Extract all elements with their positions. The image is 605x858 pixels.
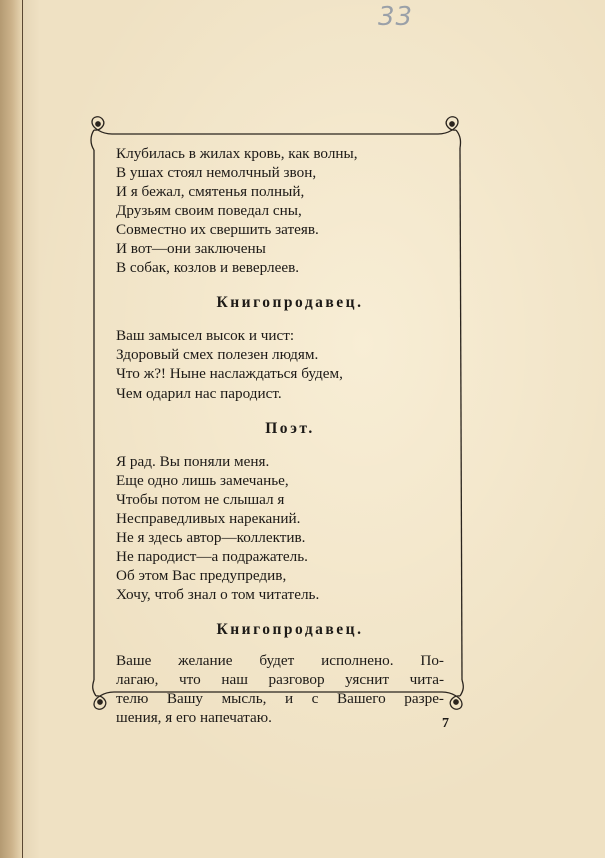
verse-line: И вот—они заключены [116, 240, 266, 258]
handwritten-folio-number: 33 [378, 2, 414, 32]
verse-line: Не пародист—а подражатель. [116, 547, 308, 565]
prose-line: шения, я его напечатаю. [116, 709, 272, 727]
speaker-heading-bookseller: Книгопродавец. [216, 294, 364, 312]
verse-line: Чтобы потом не слышал я [116, 490, 285, 508]
corner-flourish-bottom-right [442, 680, 463, 709]
verse-line: Что ж?! Ныне наслаждаться будем, [116, 365, 343, 383]
prose-line: телю Вашу мысль, и с Вашего разре- [116, 690, 444, 708]
verse-line: Еще одно лишь замечанье, [116, 471, 289, 489]
prose-paragraph [116, 651, 444, 727]
speaker-heading-bookseller-2: Книгопродавец. [216, 620, 364, 638]
page-text-block [116, 144, 444, 727]
verse-line: Несправедливых нареканий. [116, 509, 301, 527]
verse-line: Здоровый смех полезен людям. [116, 346, 319, 364]
frame-right-line [460, 148, 462, 680]
verse-line: Я рад. Вы поняли меня. [116, 452, 270, 470]
page-number: 7 [442, 716, 449, 731]
prose-line: Ваше желание будет исполнено. По- [116, 652, 444, 670]
verse-line: Друзьям своим поведал сны, [116, 202, 302, 220]
verse-line: Не я здесь автор—коллектив. [116, 528, 306, 546]
verse-line: Совместно их свершить затеяв. [116, 221, 319, 239]
verse-line: Клубилась в жилах кровь, как волны, [116, 145, 358, 162]
verse-line: Хочу, чтоб знал о том читатель. [116, 585, 320, 603]
stanza-2 [116, 326, 444, 402]
verse-line: Об этом Вас предупредив, [116, 566, 287, 584]
stanza-1 [116, 144, 444, 277]
corner-flourish-bottom-left [93, 680, 114, 709]
verse-line: В ушах стоял немолчный звон, [116, 164, 317, 182]
prose-line: лагаю, что наш разговор уяснит чита- [116, 671, 444, 689]
verse-line: Чем одарил нас пародист. [116, 384, 282, 402]
verse-line: Ваш замысел высок и чист: [116, 327, 295, 345]
speaker-heading-poet: Поэт. [265, 419, 315, 437]
stanza-3 [116, 452, 444, 604]
verse-line: В собак, козлов и веверлеев. [116, 259, 300, 277]
verse-line: И я бежал, смятенья полный, [116, 183, 305, 201]
corner-flourish-top-left [91, 117, 112, 150]
